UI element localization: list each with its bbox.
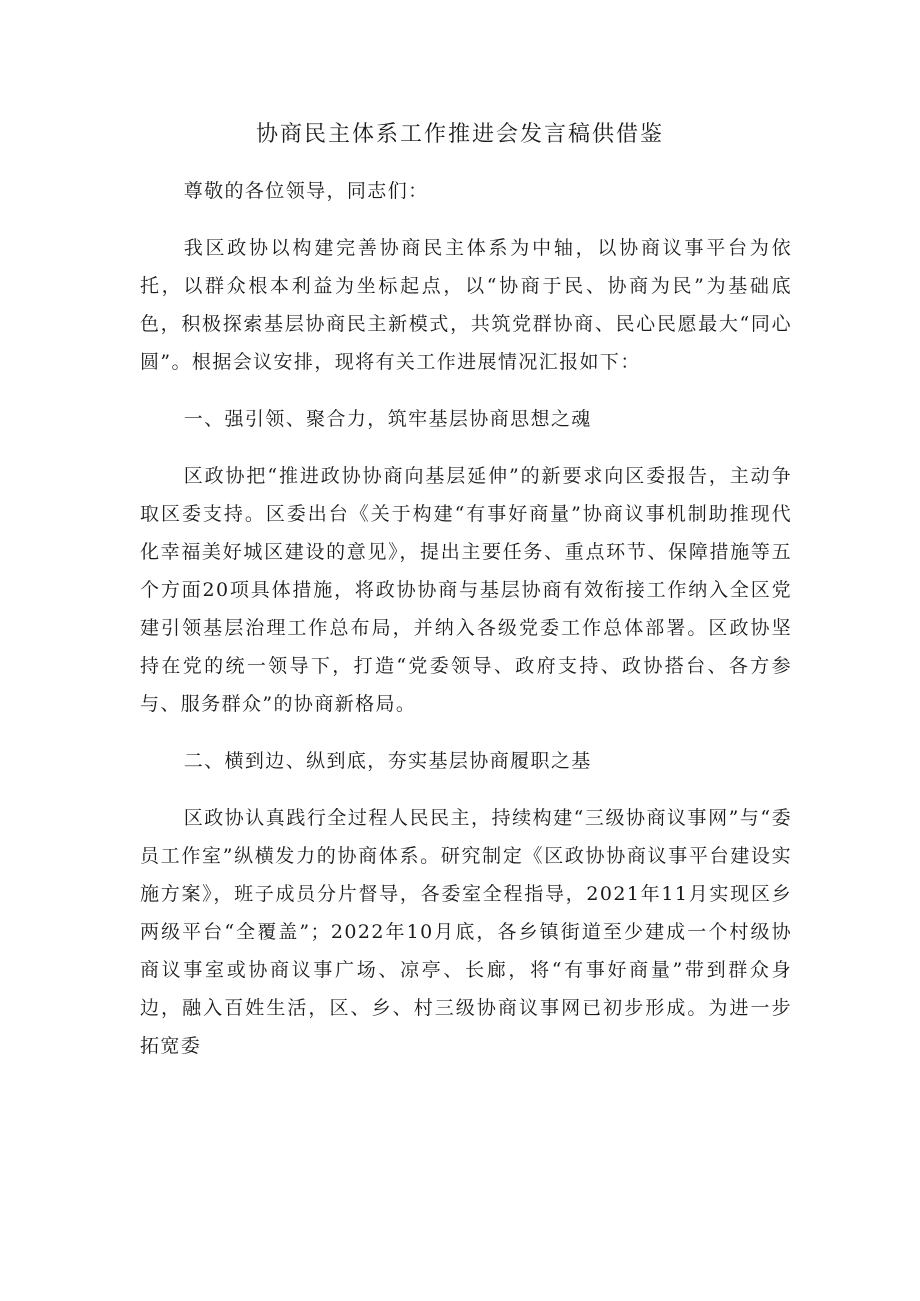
intro-paragraph: 我区政协以构建完善协商民主体系为中轴，以协商议事平台为依托，以群众根本利益为坐标起点，以“协商于民、协商为民”为基础底色，积极探索基层协商民主新模式，共筑党群协商、民心民愿最大“同心圆”。根据会议安排，现将有关工作进展情况汇报如下： (140, 237, 792, 373)
section-1-paragraph: 区政协把“推进政协协商向基层延伸”的新要求向区委报告，主动争取区委支持。区委出台《关于构建“有事好商量”协商议事机制助推现代化幸福美好城区建设的意见》，提出主要任务、重点环节、保障措施等五个方面20项具体措施，将政协协商与基层协商有效衔接工作纳入全区党建引领基层治理工作总布局，并纳入各级党委工作总体部署。区政协坚持在党的统一领导下，打造“党委领导、政府支持、政协搭台、各方参与、服务群众”的协商新格局。 (140, 465, 792, 715)
salutation: 尊敬的各位领导，同志们： (183, 180, 429, 202)
section-heading-2: 二、横到边、纵到底，夯实基层协商履职之基 (183, 750, 592, 772)
section-2-paragraph: 区政协认真践行全过程人民民主，持续构建“三级协商议事网”与“委员工作室”纵横发力的协商体系。研究制定《区政协协商议事平台建设实施方案》，班子成员分片督导，各委室全程指导，2021年11月实现区乡两级平台“全覆盖”；2022年10月底，各乡镇街道至少建成一个村级协商议事室或协商议事广场、凉亭、长廊，将“有事好商量”带到群众身边，融入百姓生活，区、乡、村三级协商议事网已初步形成。为进一步拓宽委 (140, 807, 792, 1057)
document-title: 协商民主体系工作推进会发言稿供借鉴 (255, 122, 664, 147)
document-body (140, 172, 792, 1084)
section-heading-1: 一、强引领、聚合力，筑牢基层协商思想之魂 (183, 408, 592, 430)
